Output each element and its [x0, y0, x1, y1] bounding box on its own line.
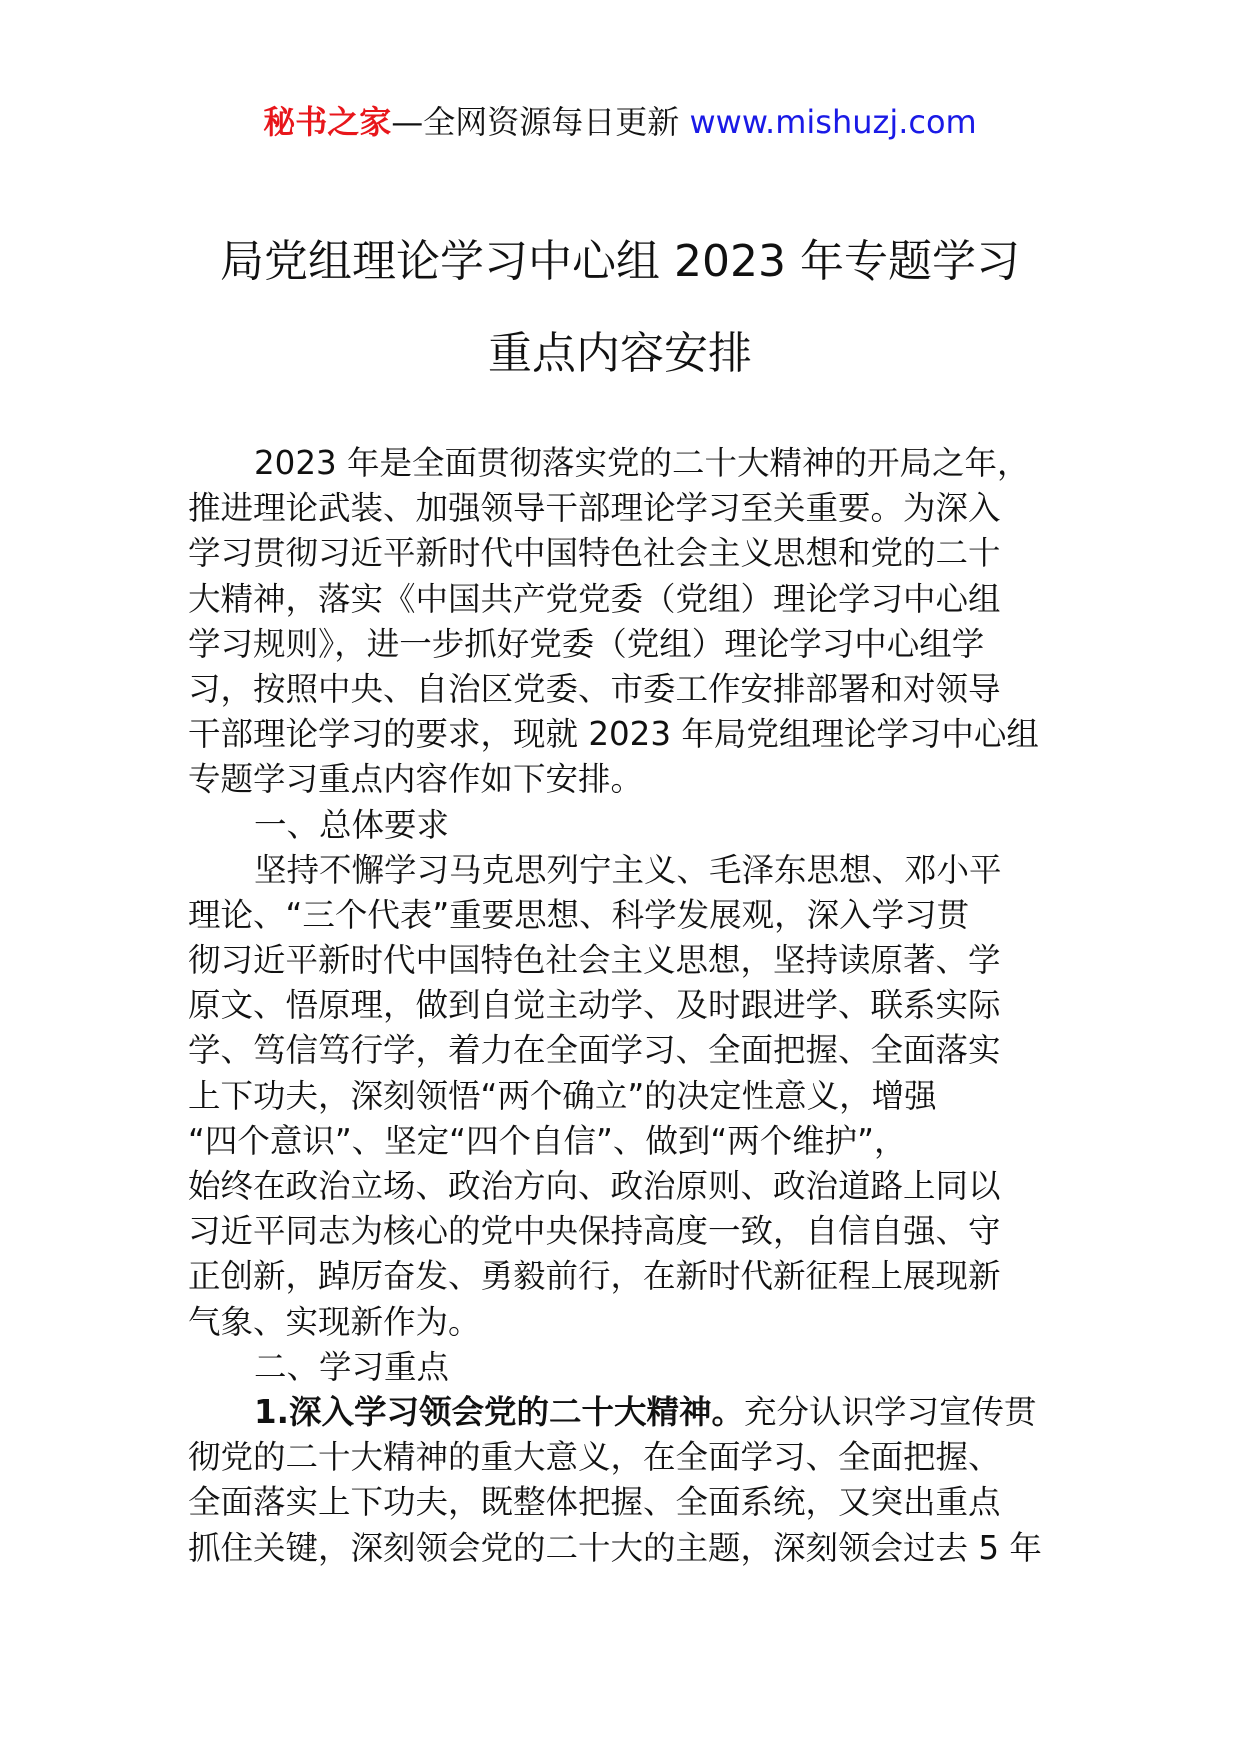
paragraph-line: 原文、悟原理，做到自觉主动学、及时跟进学、联系实际	[188, 986, 1001, 1025]
header-brand: 秘书之家	[263, 103, 392, 141]
paragraph-line	[188, 1390, 1052, 1435]
header-tagline: —全网资源每日更新	[391, 103, 690, 141]
paragraph-line: 正创新，踔厉奋发、勇毅前行，在新时代新征程上展现新	[188, 1257, 1001, 1296]
paragraph-line: 坚持不懈学习马克思列宁主义、毛泽东思想、邓小平	[254, 850, 1002, 889]
paragraph-line: 彻党的二十大精神的重大意义，在全面学习、全面把握、	[188, 1438, 1001, 1477]
header-site-link[interactable]: www.mishuzj.com	[689, 103, 977, 141]
paragraph-line: 理论、“三个代表”重要思想、科学发展观，深入学习贯	[188, 895, 970, 934]
paragraph-line: 学习规则》，进一步抓好党委（党组）理论学习中心组学	[188, 624, 985, 663]
paragraph-line: 上下功夫，深刻领悟“两个确立”的决定性意义，增强	[188, 1076, 937, 1115]
paragraph-line: 彻习近平新时代中国特色社会主义思想，坚持读原著、学	[188, 941, 1001, 980]
subsection-lead: 1.深入学习领会党的二十大精神。	[254, 1392, 744, 1431]
paragraph-line: 习，按照中央、自治区党委、市委工作安排部署和对领导	[188, 669, 1001, 708]
paragraph-line: 抓住关键，深刻领会党的二十大的主题，深刻领会过去 5 年	[188, 1528, 1042, 1567]
paragraph-line: 学习贯彻习近平新时代中国特色社会主义思想和党的二十	[188, 534, 1001, 573]
paragraph-line: 干部理论学习的要求，现就 2023 年局党组理论学习中心组	[188, 715, 1039, 754]
paragraph-line: “四个意识”、坚定“四个自信”、做到“两个维护”，	[188, 1121, 907, 1160]
page-header	[0, 100, 1240, 144]
document-title-line-1: 局党组理论学习中心组 2023 年专题学习	[220, 236, 1020, 287]
paragraph-line: 大精神，落实《中国共产党党委（党组）理论学习中心组	[188, 579, 1001, 618]
paragraph-line: 推进理论武装、加强领导干部理论学习至关重要。为深入	[188, 489, 1001, 528]
paragraph-line: 习近平同志为核心的党中央保持高度一致，自信自强、守	[188, 1212, 1001, 1251]
section-heading-2: 二、学习重点	[254, 1347, 450, 1386]
subsection-lead-rest: 充分认识学习宣传贯	[743, 1392, 1037, 1431]
paragraph-line: 气象、实现新作为。	[188, 1302, 481, 1341]
section-heading-1: 一、总体要求	[254, 805, 450, 844]
paragraph-line: 2023 年是全面贯彻落实党的二十大精神的开局之年，	[254, 444, 1030, 482]
document-title-line-2: 重点内容安排	[488, 328, 752, 379]
paragraph-line: 学、笃信笃行学，着力在全面学习、全面把握、全面落实	[188, 1031, 1001, 1070]
paragraph-line: 专题学习重点内容作如下安排。	[188, 760, 644, 799]
paragraph-line: 全面落实上下功夫，既整体把握、全面系统，又突出重点	[188, 1483, 1001, 1522]
paragraph-line: 始终在政治立场、政治方向、政治原则、政治道路上同以	[188, 1167, 1001, 1205]
document-body	[188, 441, 1052, 1571]
